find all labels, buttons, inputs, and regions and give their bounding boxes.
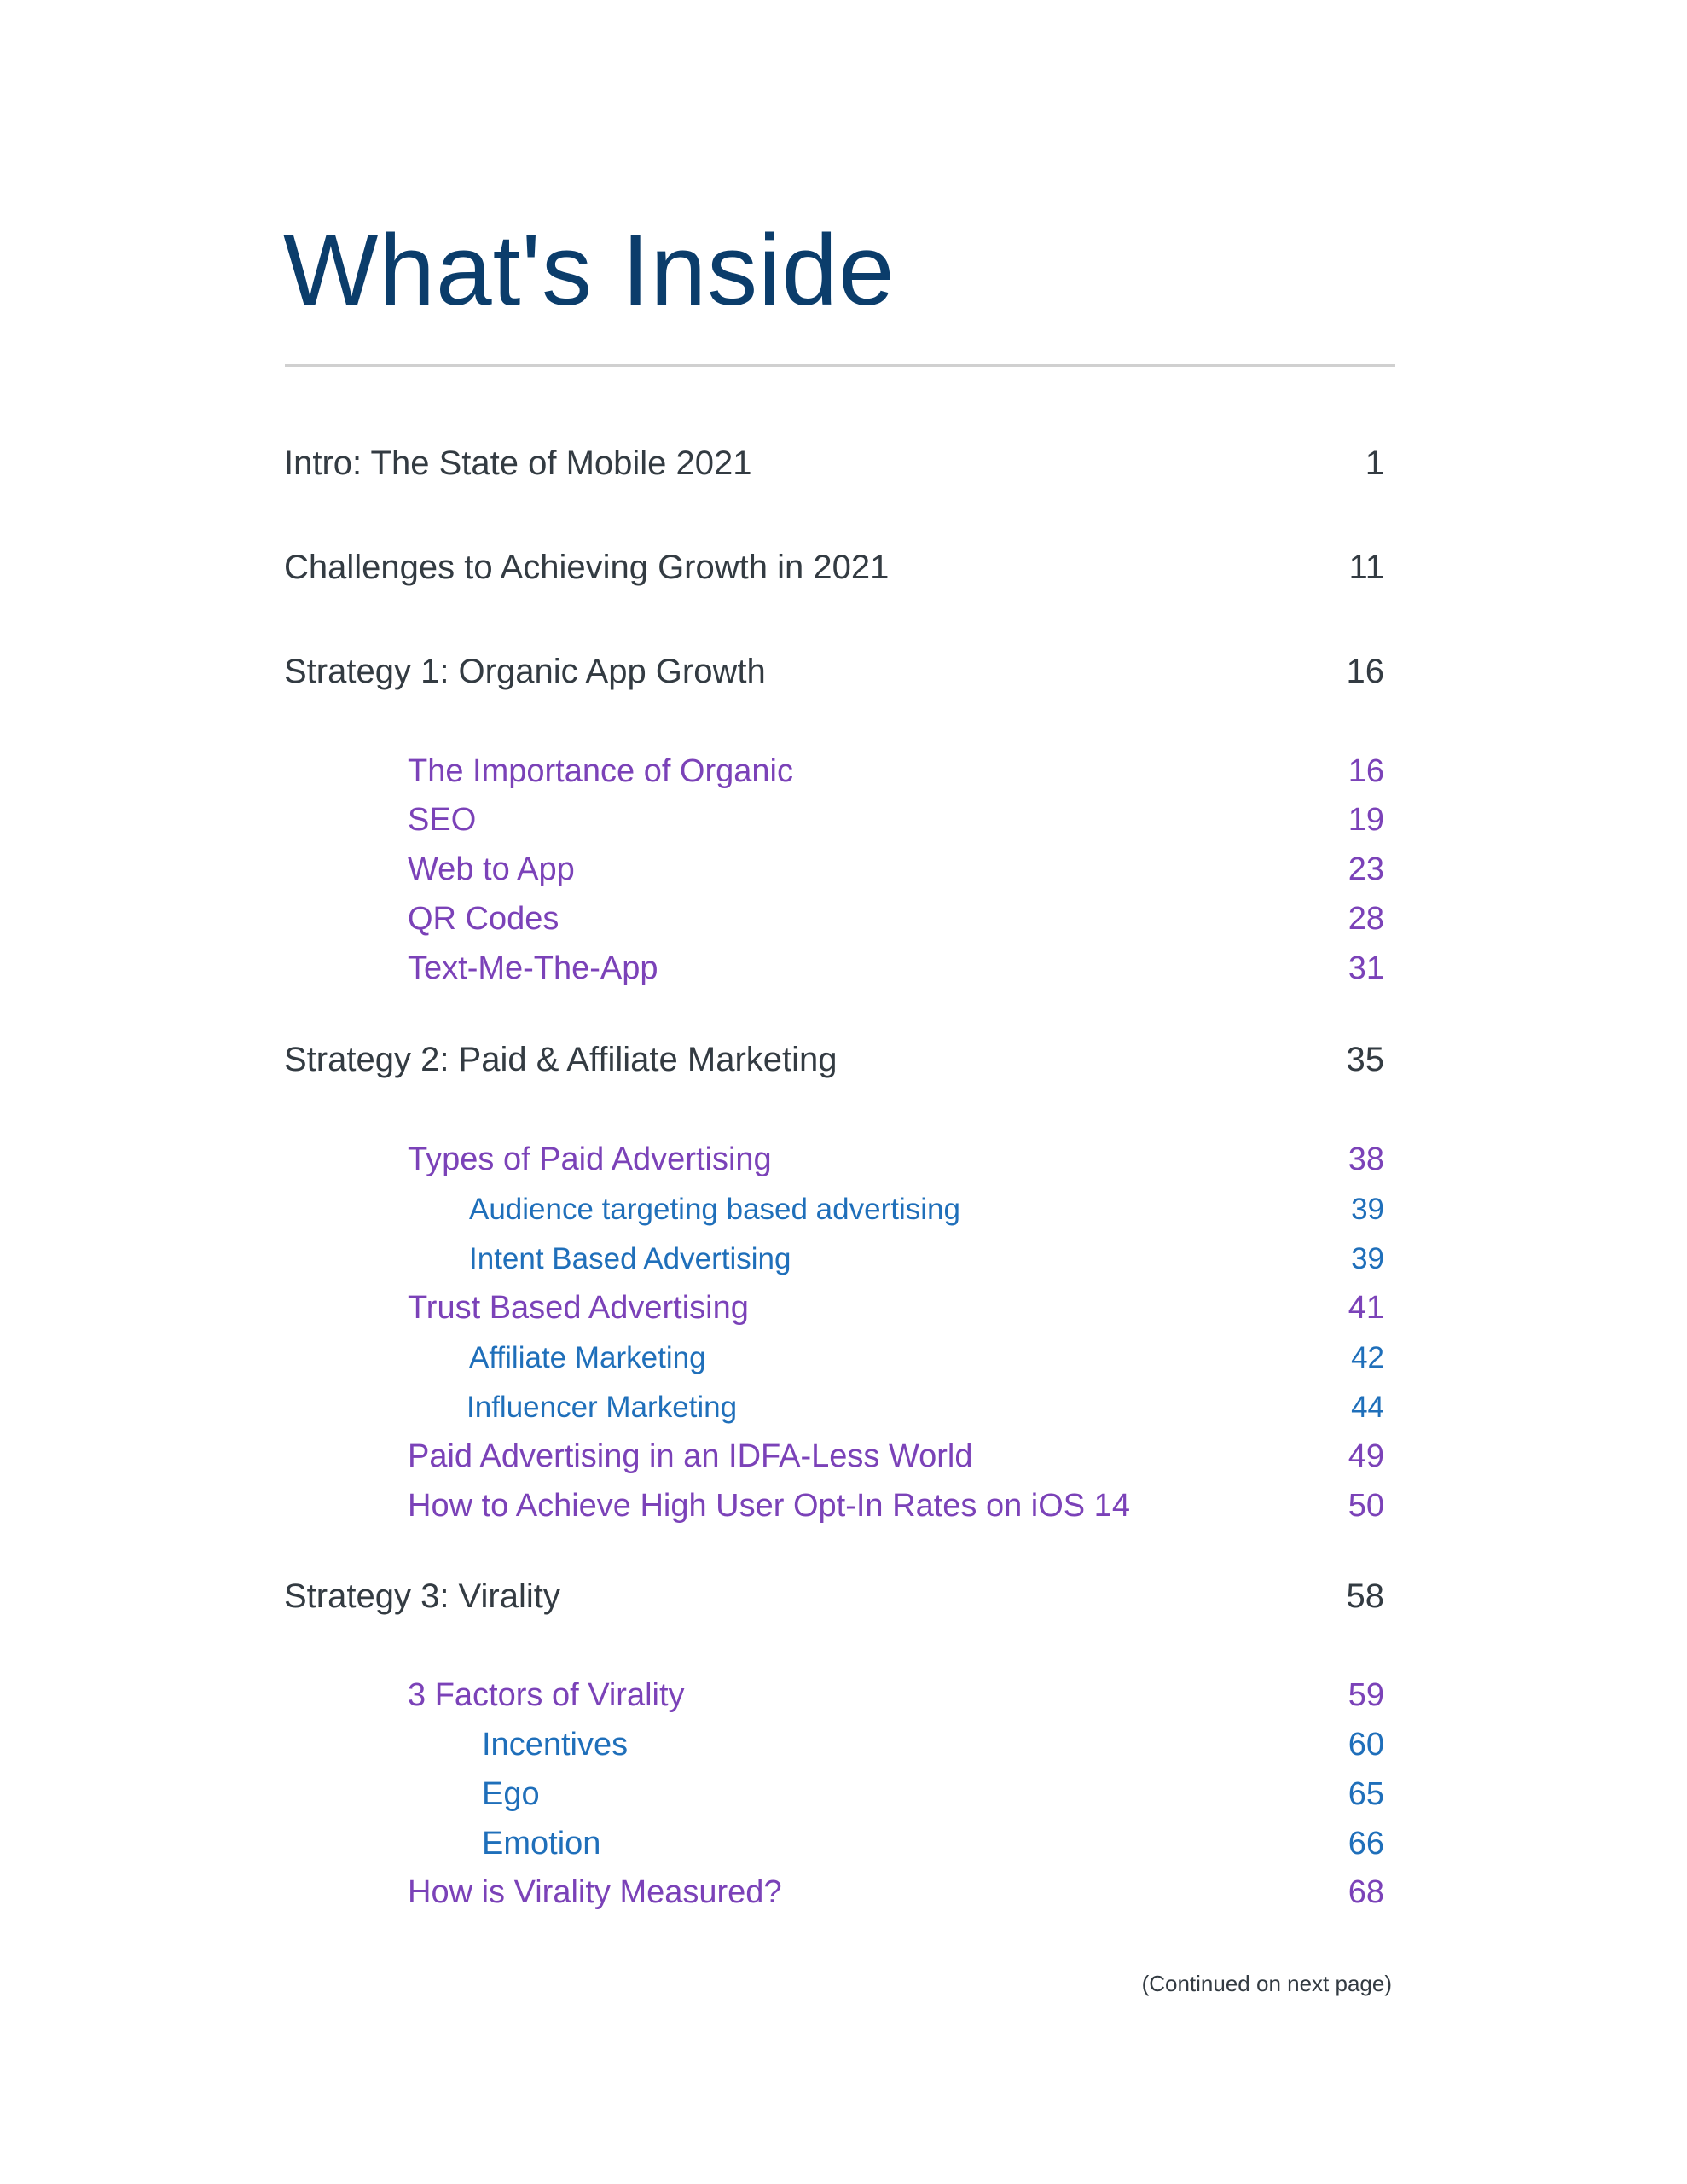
toc-entry-audience-targeting[interactable]: [469, 1194, 1384, 1224]
toc-entry-page: 11: [1348, 549, 1384, 586]
toc-entry-types-of-paid-advertising[interactable]: [408, 1143, 1384, 1176]
toc-entry-label: Strategy 1: Organic App Growth: [284, 653, 766, 690]
toc-entry-page: 38: [1348, 1141, 1384, 1177]
toc-entry-label: QR Codes: [408, 901, 559, 937]
toc-entry-incentives[interactable]: [482, 1728, 1384, 1761]
toc-entry-challenges[interactable]: [284, 550, 1384, 584]
toc-entry-page: 19: [1348, 802, 1384, 838]
toc-entry-virality-measured[interactable]: [408, 1876, 1384, 1908]
toc-entry-page: 16: [1346, 653, 1384, 690]
toc-entry-page: 44: [1351, 1391, 1384, 1424]
toc-entry-affiliate-marketing[interactable]: [469, 1343, 1384, 1373]
toc-entry-label: Web to App: [408, 851, 575, 887]
toc-entry-opt-in-rates-ios14[interactable]: [408, 1490, 1384, 1522]
toc-entry-page: 39: [1351, 1193, 1384, 1226]
toc-entry-seo[interactable]: [408, 804, 1384, 836]
toc-entry-label: Emotion: [482, 1826, 601, 1862]
toc-entry-page: 49: [1348, 1438, 1384, 1474]
toc-entry-page: 68: [1348, 1874, 1384, 1910]
toc-entry-page: 31: [1348, 950, 1384, 986]
toc-entry-label: Challenges to Achieving Growth in 2021: [284, 549, 890, 586]
toc-entry-page: 59: [1348, 1677, 1384, 1713]
toc-entry-page: 1: [1365, 444, 1384, 482]
toc-entry-importance-of-organic[interactable]: [408, 755, 1384, 787]
toc-entry-label: Paid Advertising in an IDFA-Less World: [408, 1438, 973, 1474]
toc-entry-intent-based-advertising[interactable]: [469, 1244, 1384, 1274]
toc-entry-label: Influencer Marketing: [467, 1391, 738, 1424]
toc-entry-label: Audience targeting based advertising: [469, 1193, 960, 1226]
toc-entry-label: Affiliate Marketing: [469, 1341, 706, 1374]
toc-entry-page: 50: [1348, 1488, 1384, 1524]
toc-entry-trust-based-advertising[interactable]: [408, 1292, 1384, 1324]
toc-entry-page: 16: [1348, 753, 1384, 789]
toc-entry-3-factors-of-virality[interactable]: [408, 1679, 1384, 1711]
continued-note: (Continued on next page): [1141, 1971, 1392, 1996]
toc-entry-page: 65: [1348, 1776, 1384, 1812]
toc-entry-label: Text-Me-The-App: [408, 950, 658, 986]
toc-entry-label: Incentives: [482, 1727, 629, 1763]
toc-entry-label: Strategy 3: Virality: [284, 1577, 560, 1615]
toc-entry-page: 42: [1351, 1341, 1384, 1374]
toc-entry-influencer-marketing[interactable]: [467, 1392, 1384, 1422]
toc-entry-page: 28: [1348, 901, 1384, 937]
toc-entry-ego[interactable]: [482, 1778, 1384, 1810]
toc-entry-label: 3 Factors of Virality: [408, 1677, 685, 1713]
toc-entry-label: The Importance of Organic: [408, 753, 793, 789]
toc-entry-label: Ego: [482, 1776, 540, 1812]
toc-entry-page: 66: [1348, 1826, 1384, 1862]
toc-entry-strategy-3[interactable]: [284, 1579, 1384, 1613]
toc-entry-label: Intent Based Advertising: [469, 1242, 791, 1275]
toc-entry-intro[interactable]: [284, 446, 1384, 480]
toc-entry-page: 58: [1346, 1577, 1384, 1615]
toc-entry-page: 60: [1348, 1727, 1384, 1763]
toc-entry-paid-advertising-idfa[interactable]: [408, 1440, 1384, 1472]
toc-entry-text-me-the-app[interactable]: [408, 952, 1384, 985]
title-divider: [285, 364, 1395, 367]
toc-entry-emotion[interactable]: [482, 1827, 1384, 1860]
toc-entry-label: Intro: The State of Mobile 2021: [284, 444, 752, 482]
toc-entry-qr-codes[interactable]: [408, 903, 1384, 935]
toc-entry-label: How is Virality Measured?: [408, 1874, 782, 1910]
toc-entry-label: Strategy 2: Paid & Affiliate Marketing: [284, 1041, 838, 1078]
toc-entry-strategy-2[interactable]: [284, 1043, 1384, 1077]
toc-entry-page: 39: [1351, 1242, 1384, 1275]
page-title: What's Inside: [283, 214, 896, 327]
toc-entry-label: Types of Paid Advertising: [408, 1141, 772, 1177]
toc-entry-label: Trust Based Advertising: [408, 1290, 749, 1326]
toc-entry-page: 41: [1348, 1290, 1384, 1326]
toc-entry-page: 35: [1346, 1041, 1384, 1078]
toc-entry-strategy-1[interactable]: [284, 654, 1384, 688]
toc-entry-web-to-app[interactable]: [408, 853, 1384, 886]
toc-entry-label: How to Achieve High User Opt-In Rates on iOS 14: [408, 1488, 1130, 1524]
toc-entry-label: SEO: [408, 802, 477, 838]
toc-entry-page: 23: [1348, 851, 1384, 887]
